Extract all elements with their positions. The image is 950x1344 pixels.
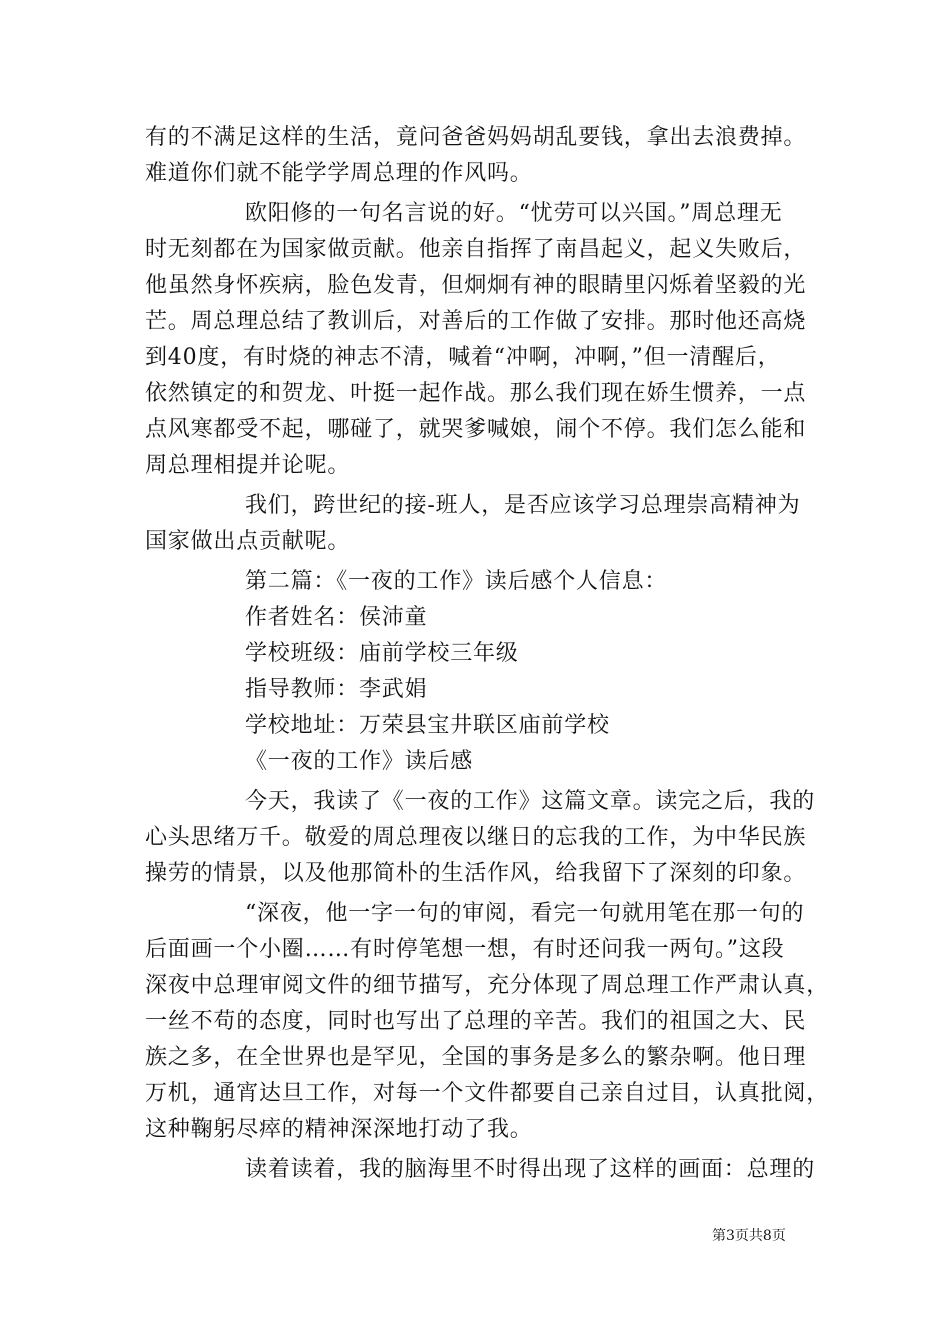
school-class: 学校班级：庙前学校三年级 <box>245 641 519 666</box>
text-line: 后面画一个小圈……有时停笔想一想，有时还问我一两句。”这段 <box>145 937 785 962</box>
text-line: 国家做出点贡献呢。 <box>145 529 351 554</box>
text-line: 周总理相提并论呢。 <box>145 453 351 478</box>
school-address: 学校地址：万荣县宝井联区庙前学校 <box>245 713 610 738</box>
text-line: “深夜，他一字一句的审阅，看完一句就用笔在那一句的 <box>245 901 805 926</box>
text-line: 他虽然身怀疾病，脸色发青，但炯炯有神的眼睛里闪烁着坚毅的光 <box>145 273 807 298</box>
text-line: 点风寒都受不起，哪碰了，就哭爹喊娘，闹个不停。我们怎么能和 <box>145 417 807 442</box>
text-line: 一丝不苟的态度，同时也写出了总理的辛苦。我们的祖国之大、民 <box>145 1009 807 1034</box>
text-line: 万机，通宵达旦工作，对每一个文件都要自己亲自过目，认真批阅， <box>145 1081 830 1106</box>
text-line: 族之多，在全世界也是罕见，全国的事务是多么的繁杂啊。他日理 <box>145 1045 807 1070</box>
text-line: 依然镇定的和贺龙、叶挺一起作战。那么我们现在娇生惯养，一点 <box>145 381 807 406</box>
text-line: 读着读着，我的脑海里不时得出现了这样的画面：总理的 <box>245 1157 816 1182</box>
section-heading: 第二篇：《一夜的工作》读后感个人信息： <box>245 569 668 594</box>
text-line: 到40度，有时烧的神志不清，喊着“冲啊，冲啊，”但一清醒后， <box>145 345 781 370</box>
page-number: 第3页共8页 <box>712 1228 786 1244</box>
text-line: 我们，跨世纪的接-班人，是否应该学习总理崇高精神为 <box>245 493 801 518</box>
text-line: 深夜中总理审阅文件的细节描写，充分体现了周总理工作严肃认真， <box>145 973 830 998</box>
text-line: 有的不满足这样的生活，竟问爸爸妈妈胡乱要钱，拿出去浪费掉。 <box>145 125 807 150</box>
text-line: 芒。周总理总结了教训后，对善后的工作做了安排。那时他还高烧 <box>145 309 807 334</box>
text-line: 这种鞠躬尽瘁的精神深深地打动了我。 <box>145 1117 533 1142</box>
text-line: 今天，我读了《一夜的工作》这篇文章。读完之后，我的 <box>245 789 816 814</box>
advisor: 指导教师：李武娟 <box>245 677 428 702</box>
text-line: 时无刻都在为国家做贡献。他亲自指挥了南昌起义，起义失败后， <box>145 237 807 262</box>
text-line: 心头思绪万千。敬爱的周总理夜以继日的忘我的工作，为中华民族 <box>145 825 807 850</box>
text-line: 难道你们就不能学学周总理的作风吗。 <box>145 161 533 186</box>
text-line: 欧阳修的一句名言说的好。“忧劳可以兴国。”周总理无 <box>245 201 783 226</box>
text-line: 操劳的情景，以及他那简朴的生活作风，给我留下了深刻的印象。 <box>145 861 807 886</box>
essay-title: 《一夜的工作》读后感 <box>245 749 474 774</box>
author-name: 作者姓名：侯沛童 <box>245 605 428 630</box>
